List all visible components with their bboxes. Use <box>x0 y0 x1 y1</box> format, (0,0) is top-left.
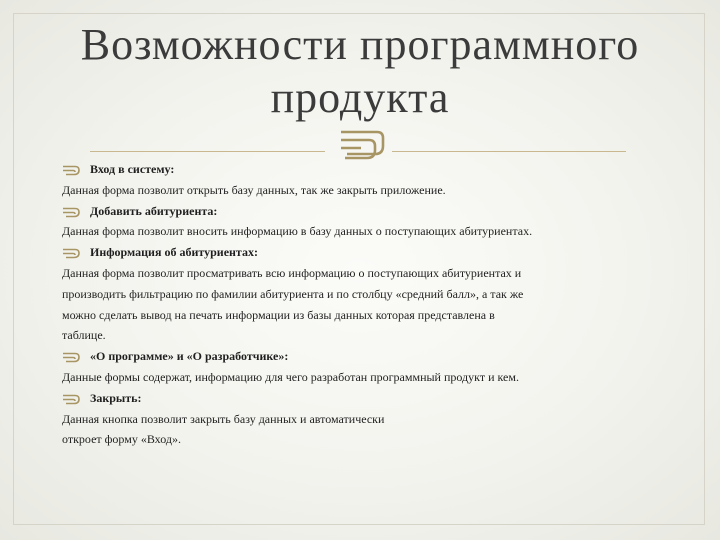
section-text-line: Данная кнопка позволит закрыть базу данных и автоматически <box>62 411 385 426</box>
section-heading-row <box>62 159 652 180</box>
page-curl-bullet-icon <box>62 394 81 405</box>
page-curl-bullet-icon <box>62 165 81 176</box>
page-curl-bullet-icon <box>62 248 81 259</box>
section-text-line: таблице. <box>62 328 106 343</box>
section-heading-row <box>62 346 652 367</box>
section-heading-row <box>62 242 652 263</box>
section-heading-row <box>62 201 652 222</box>
section-heading: Добавить абитуриента: <box>90 203 218 218</box>
slide-title-line-2: продукта <box>270 73 450 122</box>
title-divider-right <box>392 151 626 152</box>
section-heading: Вход в систему: <box>90 162 175 176</box>
section-text-line: Данная форма позволит открыть базу данных, так же закрыть приложение. <box>62 182 446 197</box>
page-curl-ornament-icon <box>337 130 385 160</box>
slide-title-line-1: Возможности программного <box>80 20 640 69</box>
slide-title <box>40 18 680 124</box>
section-text-line: Данная форма позволит вносить информацию в базу данных о поступающих абитуриентах. <box>62 224 533 239</box>
page-curl-bullet-icon <box>62 207 81 218</box>
section-heading: Информация об абитуриентах: <box>90 245 258 260</box>
section-heading: Закрыть: <box>90 390 142 405</box>
section-text-line: Данная форма позволит просматривать всю информацию о поступающих абитуриентах и <box>62 265 522 280</box>
slide-body <box>62 159 652 450</box>
page-curl-bullet-icon <box>62 352 81 363</box>
section-heading: «О программе» и «О разработчике»: <box>90 349 289 364</box>
section-text-line: можно сделать вывод на печать информации из базы данных которая представлена в <box>62 307 495 322</box>
section-text-line: откроет форму «Вход». <box>62 432 181 447</box>
section-text-line: Данные формы содержат, информацию для чего разработан программный продукт и кем. <box>62 369 519 384</box>
section-text-line: производить фильтрацию по фамилии абитуриента и по столбцу «средний балл», а так же <box>62 286 524 301</box>
section-heading-row <box>62 388 652 409</box>
title-divider-left <box>90 151 325 152</box>
